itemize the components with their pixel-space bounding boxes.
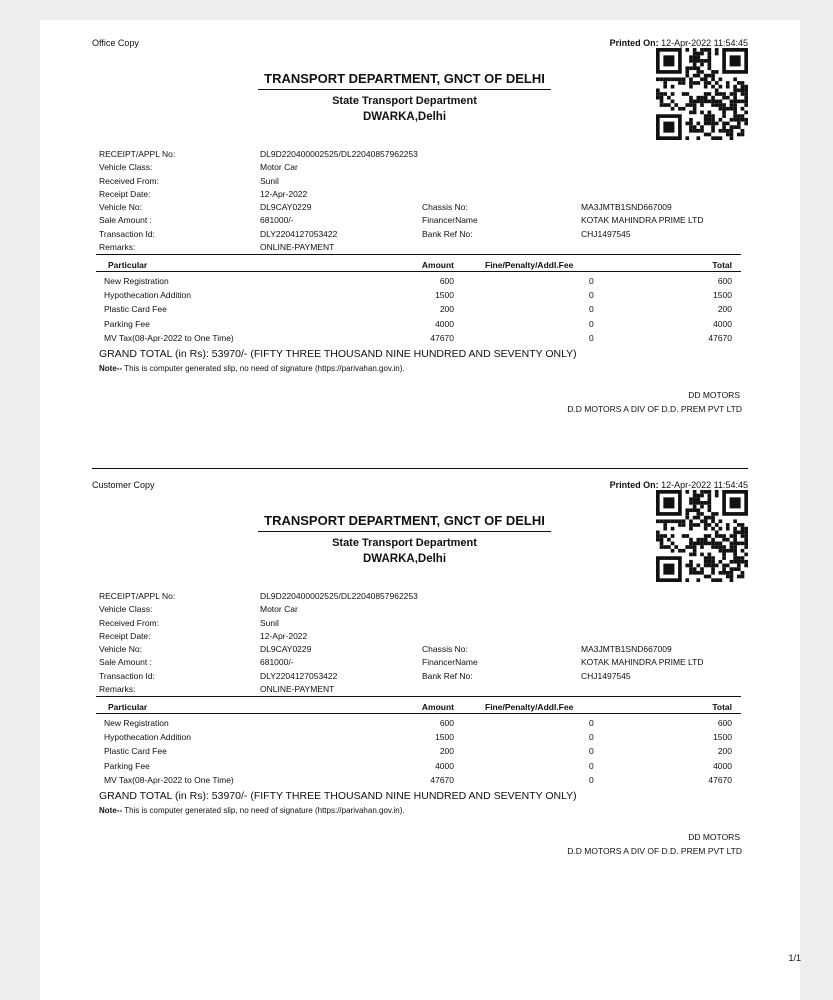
printed-on: Printed On: 12-Apr-2022 11:54:45 [609, 480, 748, 490]
header-amount: Amount [421, 260, 454, 270]
table-row: Plastic Card Fee 200 0 200 [104, 746, 732, 757]
receipt-page [40, 20, 800, 1000]
dept-location: DWARKA,Delhi [362, 553, 447, 565]
table-top-rule [96, 696, 741, 697]
qr-code-icon [656, 48, 748, 140]
dealer-full-name: D.D MOTORS A DIV OF D.D. PREM PVT LTD [567, 846, 742, 856]
right-field-labels: Chassis No: FinancerName Bank Ref No: [422, 202, 478, 239]
right-field-values: MA3JMTB1SND667009 KOTAK MAHINDRA PRIME LTD CHJ1497545 [581, 202, 704, 239]
table-row: New Registration 600 0 600 [104, 276, 732, 286]
table-row: Hypothecation Addition 1500 0 1500 [104, 732, 732, 743]
copy-label: Customer Copy [92, 480, 155, 490]
dept-subtitle: State Transport Department [332, 95, 477, 107]
header-amount: Amount [421, 702, 454, 712]
note: Note-- This is computer generated slip, no need of signature (https://parivahan.gov.in). [99, 806, 405, 815]
office-copy [40, 20, 800, 460]
header-particular: Particular [108, 260, 148, 270]
fee-table [40, 718, 800, 789]
field-labels: RECEIPT/APPL No: Vehicle Class: Received From: Receipt Date: Vehicle No: Sale Amount : Transaction Id: Remarks: [99, 591, 176, 695]
field-values: DL9D220400002525/DL22040857962253 Motor Car Sunil 12-Apr-2022 DL9CAY0229 681000/- DLY2204127053422 ONLINE-PAYMENT [260, 591, 418, 695]
table-row: Plastic Card Fee 200 0 200 [104, 304, 732, 315]
table-top-rule [96, 254, 741, 255]
customer-copy [40, 462, 800, 902]
field-values: DL9D220400002525/DL22040857962253 Motor Car Sunil 12-Apr-2022 DL9CAY0229 681000/- DLY2204127053422 ONLINE-PAYMENT [260, 149, 418, 253]
header-fine: Fine/Penalty/Addl.Fee [485, 260, 574, 270]
dept-title: TRANSPORT DEPARTMENT, GNCT OF DELHI [258, 513, 551, 532]
copy-label: Office Copy [92, 38, 139, 48]
table-row: Hypothecation Addition 1500 0 1500 [104, 290, 732, 301]
note: Note-- This is computer generated slip, no need of signature (https://parivahan.gov.in). [99, 364, 405, 373]
dealer-name: DD MOTORS [688, 390, 740, 400]
page-number: 1/1 [788, 953, 801, 963]
fee-table [40, 276, 800, 347]
dept-title: TRANSPORT DEPARTMENT, GNCT OF DELHI [258, 71, 551, 90]
grand-total: GRAND TOTAL (in Rs): 53970/- (FIFTY THREE THOUSAND NINE HUNDRED AND SEVENTY ONLY) [99, 348, 577, 360]
right-field-labels: Chassis No: FinancerName Bank Ref No: [422, 644, 478, 681]
dealer-name: DD MOTORS [688, 832, 740, 842]
printed-on: Printed On: 12-Apr-2022 11:54:45 [609, 38, 748, 48]
header-particular: Particular [108, 702, 148, 712]
header-fine: Fine/Penalty/Addl.Fee [485, 702, 574, 712]
header-total: Total [712, 260, 732, 270]
table-row: New Registration 600 0 600 [104, 718, 732, 728]
grand-total: GRAND TOTAL (in Rs): 53970/- (FIFTY THREE THOUSAND NINE HUNDRED AND SEVENTY ONLY) [99, 790, 577, 802]
table-row: Parking Fee 4000 0 4000 [104, 318, 732, 329]
dept-subtitle: State Transport Department [332, 537, 477, 549]
table-row: Parking Fee 4000 0 4000 [104, 760, 732, 771]
table-header-rule [96, 713, 741, 714]
dealer-full-name: D.D MOTORS A DIV OF D.D. PREM PVT LTD [567, 404, 742, 414]
right-field-values: MA3JMTB1SND667009 KOTAK MAHINDRA PRIME LTD CHJ1497545 [581, 644, 704, 681]
table-row: MV Tax(08-Apr-2022 to One Time) 47670 0 47670 [104, 332, 732, 343]
dept-location: DWARKA,Delhi [362, 111, 447, 123]
qr-code-icon [656, 490, 748, 582]
table-header-rule [96, 271, 741, 272]
header-total: Total [712, 702, 732, 712]
table-row: MV Tax(08-Apr-2022 to One Time) 47670 0 47670 [104, 774, 732, 785]
field-labels: RECEIPT/APPL No: Vehicle Class: Received From: Receipt Date: Vehicle No: Sale Amount : Transaction Id: Remarks: [99, 149, 176, 253]
